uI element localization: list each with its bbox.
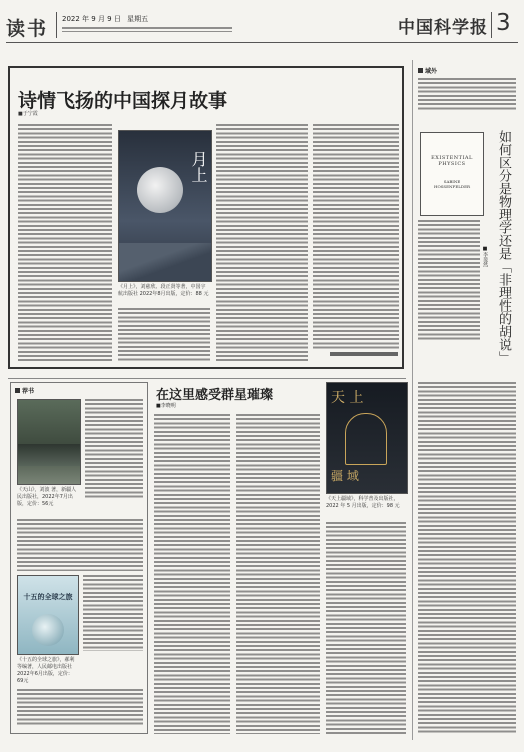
recommend-label-text: 荐书 <box>22 388 35 395</box>
book-2-title: 十五的全球之旅 <box>23 593 73 601</box>
second-text-col-2 <box>236 414 320 734</box>
lead-text-col-1 <box>18 124 112 362</box>
recommend-bottom-text <box>17 689 143 727</box>
book-top-title: 天 上 <box>331 390 364 406</box>
lead-article-box <box>8 66 404 369</box>
lead-text-col-2b <box>118 308 210 362</box>
sidebar-rule <box>412 60 413 740</box>
page-number: 3 <box>496 10 511 36</box>
book-middle-title: 疆 域 <box>331 469 359 483</box>
sidebar-label-text: 域外 <box>425 68 438 75</box>
lead-signoff <box>330 352 398 356</box>
lead-byline: ■于宁霞 <box>18 111 38 117</box>
cover-line-1: EXISTENTIAL <box>431 155 473 161</box>
recommend-book-1-caption: 《天山》，刘波 著，新疆人民出版社，2022年7月出版，定价：56元 <box>17 487 77 507</box>
recommend-book-2-cover <box>17 575 79 655</box>
masthead <box>6 10 518 40</box>
globe-image <box>32 614 64 646</box>
second-book-cover <box>326 382 408 494</box>
sidebar-author: ■李斐然 <box>482 246 488 267</box>
second-row-rule <box>8 378 406 379</box>
second-book-caption: 《天上疆域》，科学普及出版社，2022 年 5 月出版，定价：98 元 <box>326 496 400 509</box>
weekday-text: 星期五 <box>127 15 149 23</box>
second-byline: ■李晓明 <box>156 403 176 409</box>
label-marker <box>418 68 423 73</box>
book-title: 月上 <box>189 151 208 183</box>
page-number-divider <box>491 12 492 38</box>
lead-text-col-3 <box>216 124 308 362</box>
label-marker <box>15 388 20 393</box>
recommend-mid-text <box>17 519 143 571</box>
paper-name: 中国科学报 <box>398 18 488 38</box>
issue-date <box>62 14 148 24</box>
lead-title: 诗情飞扬的中国探月故事 <box>18 90 228 112</box>
section-name: 读书 <box>6 18 49 40</box>
masthead-divider <box>56 12 57 38</box>
cover-line-2: PHYSICS <box>438 161 466 167</box>
second-text-col-1 <box>154 414 230 734</box>
recommend-book-2-caption: 《十五的全球之旅》，郝利等编著，人民邮电出版社 2022年6月出版，定价：69元 <box>17 657 75 684</box>
cover-line-3: SABINE <box>443 179 461 184</box>
sidebar-vertical-title: 如何区分是物理学还是「非理性的胡说」 <box>496 130 511 364</box>
moon-image <box>137 167 183 213</box>
cover-photo-band <box>18 444 80 466</box>
sidebar-book-cover <box>420 132 484 216</box>
lead-book-cover <box>118 130 212 282</box>
lead-text-col-4 <box>313 124 399 350</box>
second-title: 在这里感受群星璀璨 <box>156 388 274 403</box>
recommend-box <box>10 382 148 734</box>
recommend-book-2-text <box>83 575 143 651</box>
sidebar-intro-text <box>418 78 516 110</box>
cover-lines <box>421 155 483 189</box>
recommend-book-1-cover <box>17 399 81 485</box>
lead-book-caption: 《月上》，刘慈欣、段正贤等著，中国宇航出版社 2022年8月出版，定价：88 元 <box>118 284 209 297</box>
sidebar-label <box>418 66 437 75</box>
recommend-book-1-text <box>85 399 143 499</box>
editor-line <box>62 27 232 32</box>
sidebar-text-bottom <box>418 382 516 734</box>
second-text-col-3 <box>326 522 406 734</box>
cover-mountains <box>119 243 211 281</box>
book-ornament <box>345 413 387 465</box>
sidebar-text-top <box>418 220 480 340</box>
cover-line-4: HOSSENFELDER <box>433 184 471 189</box>
masthead-rule <box>6 42 518 43</box>
recommend-label <box>15 386 34 395</box>
date-text: 2022 年 9 月 9 日 <box>62 15 121 23</box>
